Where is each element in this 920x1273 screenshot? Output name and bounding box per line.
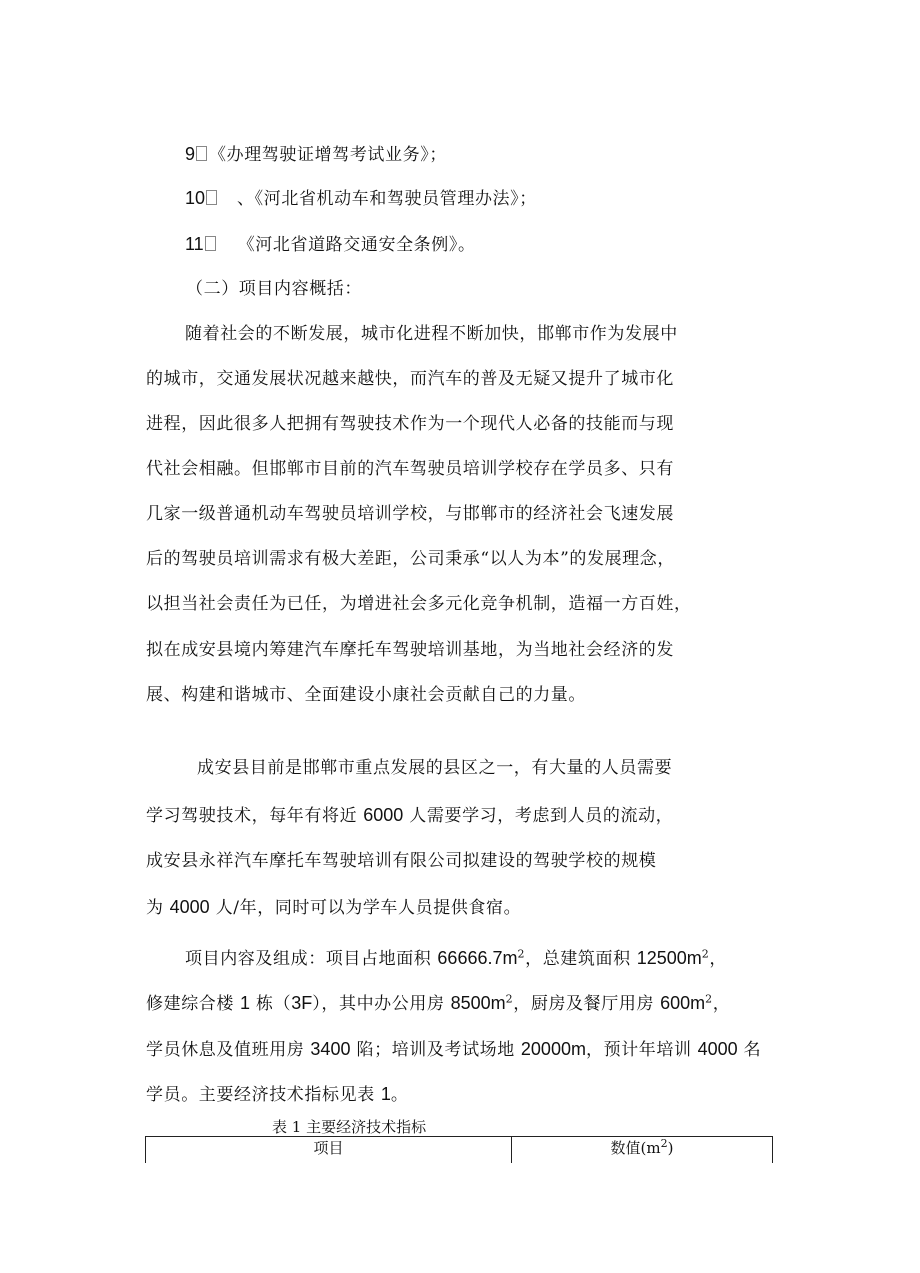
paragraph-line: 代社会相融。但邯郸市目前的汽车驾驶员培训学校存在学员多、只有 (146, 459, 674, 479)
paragraph-line: 随着社会的不断发展，城市化进程不断加快，邯郸市作为发展中 (185, 324, 678, 344)
paragraph-line: 修建综合楼 1 栋（3F），其中办公用房 $8500m^2$，厨房及餐厅用房 $600m^2$， (146, 992, 731, 1014)
checkbox-glyph-icon (196, 146, 207, 161)
paragraph-line: 项目内容及组成：项目占地面积 $66666.7m^2$，总建筑面积 $12500m^2$， (185, 947, 727, 969)
paragraph-line: 的城市，交通发展状况越来越快，而汽车的普及无疑又提升了城市化 (146, 369, 674, 389)
list-item-9: 9 《办理驾驶证增驾考试业务》； (185, 144, 447, 165)
paragraph-line: 学员。主要经济技术指标见表 1。 (146, 1084, 409, 1105)
paragraph-line: 进程，因此很多人把拥有驾驶技术作为一个现代人必备的技能而与现 (146, 414, 674, 434)
paragraph-line: 为 4000 人/年，同时可以为学车人员提供食宿。 (146, 897, 522, 918)
paragraph-line: 以担当社会责任为已任，为增进社会多元化竞争机制，造福一方百姓， (146, 594, 692, 614)
checkbox-glyph-icon (206, 190, 217, 205)
list-item-10: 10 、《河北省机动车和驾驶员管理办法》； (185, 188, 537, 209)
table-header-item: 项目 (146, 1137, 512, 1164)
table-caption: 表 1 主要经济技术指标 (272, 1118, 427, 1136)
paragraph-line: 学习驾驶技术，每年有将近 6000 人需要学习，考虑到人员的流动， (146, 805, 674, 826)
list-item-11: 11 《河北省道路交通安全条例》。 (185, 234, 476, 255)
checkbox-glyph-icon (205, 236, 216, 251)
paragraph-line: 成安县目前是邯郸市重点发展的县区之一，有大量的人员需要 (197, 758, 673, 778)
paragraph-line: 几家一级普通机动车驾驶员培训学校，与邯郸市的经济社会飞速发展 (146, 504, 674, 524)
paragraph-line: 拟在成安县境内筹建汽车摩托车驾驶培训基地，为当地社会经济的发 (146, 640, 674, 660)
paragraph-line: 成安县永祥汽车摩托车驾驶培训有限公司拟建设的驾驶学校的规模 (146, 851, 657, 871)
paragraph-line: 展、构建和谐城市、全面建设小康社会贡献自己的力量。 (146, 685, 586, 705)
table-header-row (146, 1137, 773, 1164)
section-heading: （二）项目内容概括： (186, 279, 362, 299)
table-header-value: 数值$(m^2)$ (512, 1137, 773, 1164)
indicator-table (145, 1136, 773, 1163)
paragraph-line: 学员休息及值班用房 3400 陷；培训及考试场地 20000m，预计年培训 4000 名 (146, 1039, 762, 1060)
paragraph-line: 后的驾驶员培训需求有极大差距，公司秉承“以人为本”的发展理念， (146, 549, 675, 569)
